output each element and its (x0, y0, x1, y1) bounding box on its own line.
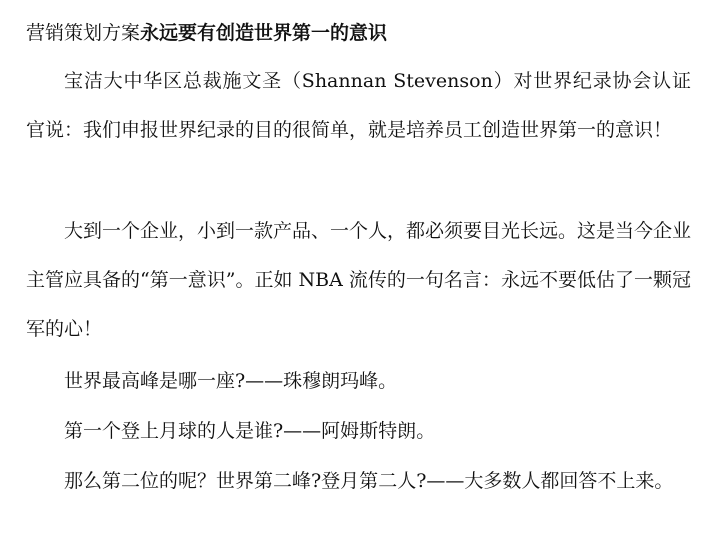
paragraph-second-place: 那么第二位的呢？世界第二峰?登月第二人?——大多数人都回答不上来。 (64, 470, 674, 492)
heading-title: 永远要有创造世界第一的意识 (140, 22, 388, 44)
paragraph-stevenson-quote: 宝洁大中华区总裁施文圣（Shannan Stevenson）对世界纪录协会认证官说：我们申报世界纪录的目的很简单，就是培养员工创造世界第一的意识！ (26, 70, 691, 141)
document-heading (26, 20, 387, 46)
paragraph-moon-landing: 第一个登上月球的人是谁?——阿姆斯特朗。 (64, 420, 436, 442)
paragraph-first-mindset: 大到一个企业，小到一款产品、一个人，都必须要目光长远。这是当今企业主管应具备的“第一意识”。正如 NBA 流传的一句名言：永远不要低估了一颗冠军的心！ (26, 220, 692, 340)
heading-prefix: 营销策划方案 (26, 22, 141, 44)
paragraph-highest-peak: 世界最高峰是哪一座?——珠穆朗玛峰。 (64, 370, 398, 392)
